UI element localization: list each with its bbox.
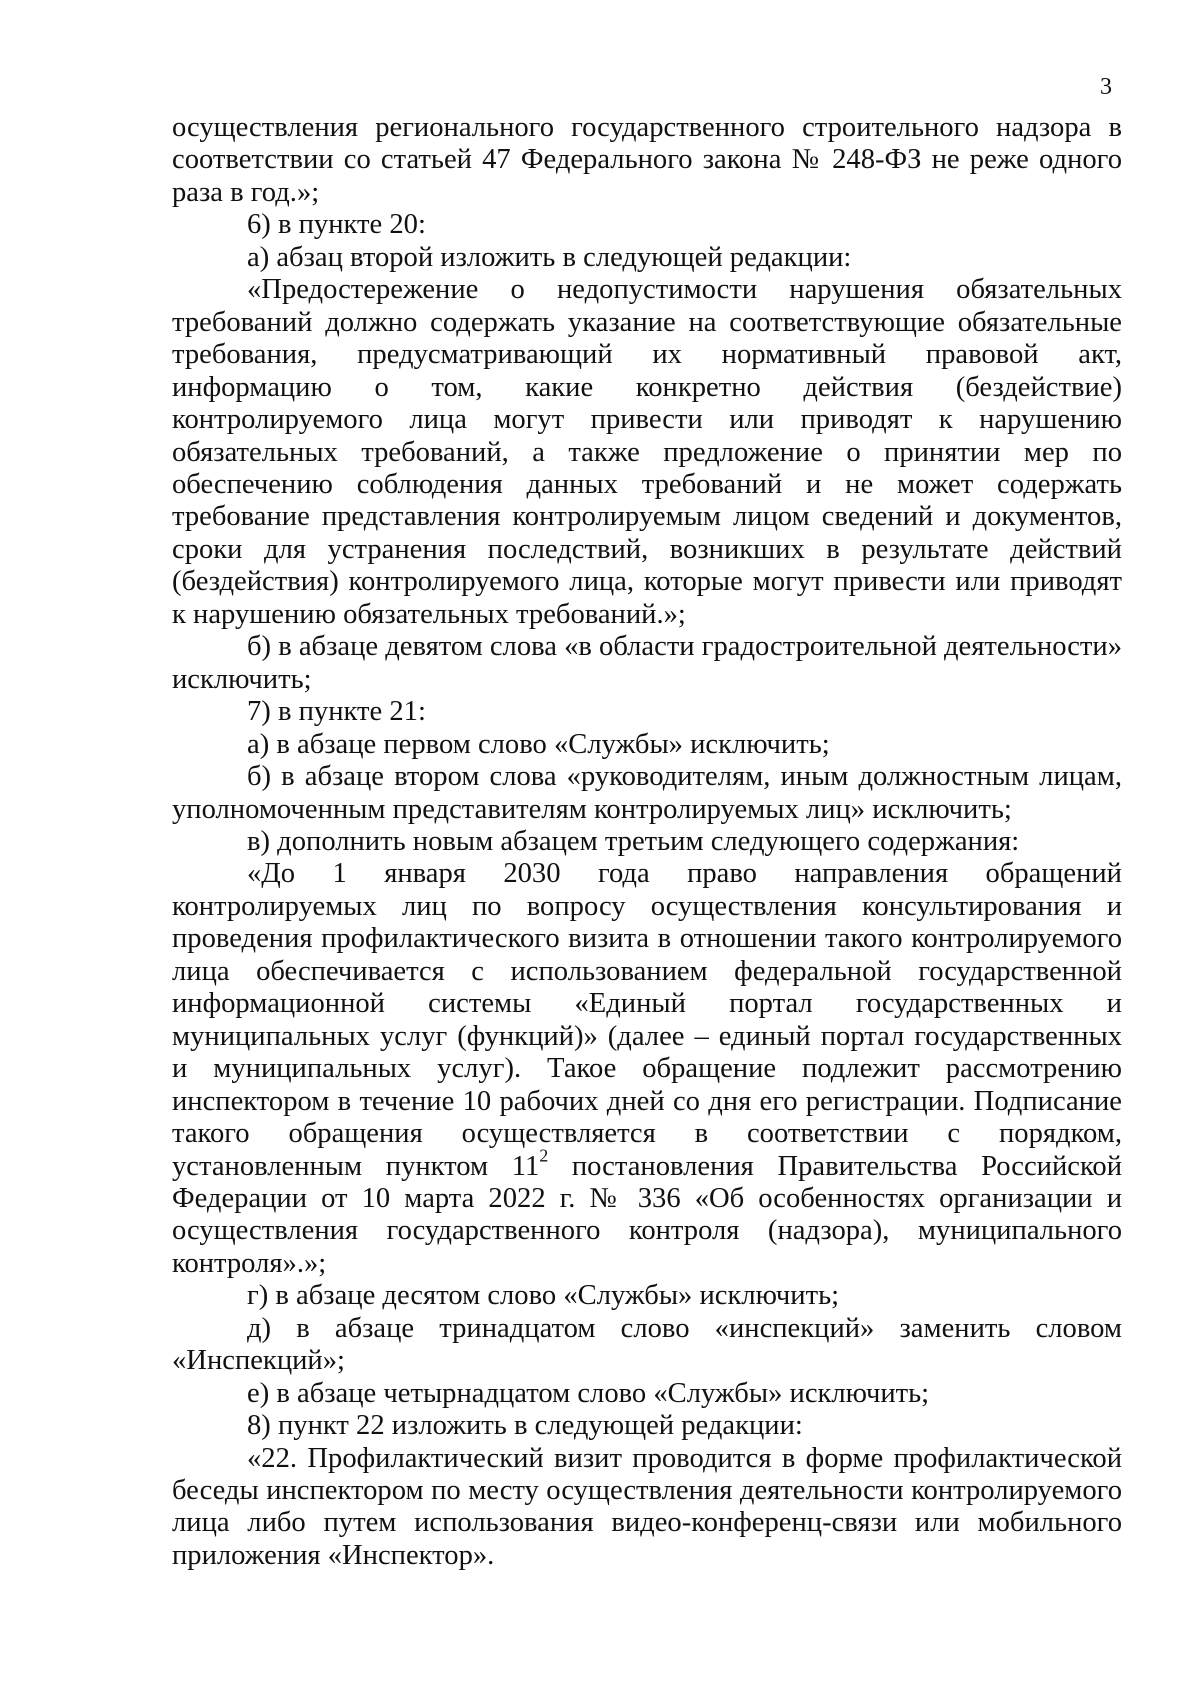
paragraph-item-7b: б) в абзаце втором слова «руководителям, иным должностным лицам, уполномоченным представителям контролируемых лиц» исключить;: [172, 761, 1122, 825]
paragraph-item-7v: в) дополнить новым абзацем третьим следующего содержания:: [247, 825, 1020, 857]
paragraph-item-7d: д) в абзаце тринадцатом слово «инспекций» заменить словом «Инспекций»;: [172, 1312, 1122, 1377]
paragraph-item-8: 8) пункт 22 изложить в следующей редакции:: [247, 1410, 803, 1442]
paragraph-text-after-sup: постановления Правительства Российской Федерации от 10 марта 2022 г. № 336 «Об особенностях организации и осуществления государственного контроля (надзора), муниципального контроля».»;: [172, 1150, 1122, 1279]
paragraph-item-7: 7) в пункте 21:: [247, 696, 426, 728]
paragraph-new-third-abzac: [172, 858, 1122, 1280]
paragraph-item-7a: а) в абзаце первом слово «Службы» исключить;: [247, 728, 830, 760]
paragraph-item-22: «22. Профилактический визит проводится в форме профилактической беседы инспектором по месту осуществления деятельности контролируемого лица либо путем использования видео-конференц-связи или мобильного приложения «Инспектор».: [172, 1442, 1122, 1571]
paragraph-warning-text: «Предостережение о недопустимости нарушения обязательных требований должно содержать указание на соответствующие обязательные требования, предусматривающий их нормативный правовой акт, информацию о том, какие конкретно действия (бездействие) контролируемого лица могут привести или приводят к нарушению обязательных требований, а также предложение о принятии мер по обеспечению соблюдения данных требований и не может содержать требование представления контролируемым лицом сведений и документов, сроки для устранения последствий, возникших в результате действий (бездействия) контролируемого лица, которые могут привести или приводят к нарушению обязательных требований.»;: [172, 274, 1122, 630]
paragraph-item-6b: б) в абзаце девятом слова «в области градостроительной деятельности» исключить;: [172, 631, 1122, 695]
paragraph-item-7e: е) в абзаце четырнадцатом слово «Службы» исключить;: [247, 1377, 930, 1409]
document-body: [172, 112, 1122, 1572]
paragraph-text-before-sup: «До 1 января 2030 года право направления обращений контролируемых лиц по вопросу осуществления консультирования и проведения профилактического визита в отношении такого контролируемого лица обеспечивается с использованием федеральной государственной информационной системы «Единый портал государственных и муниципальных услуг (функций)» (далее – единый портал государственных и муниципальных услуг). Такое обращение подлежит рассмотрению инспектором в течение 10 рабочих дней со дня его регистрации. Подписание такого обращения осуществляется в соответствии с порядком, установленным пунктом 11: [172, 858, 1122, 1182]
paragraph-item-6a: а) абзац второй изложить в следующей редакции:: [247, 241, 852, 273]
page-number: 3: [1100, 74, 1112, 100]
paragraph-1: осуществления регионального государственного строительного надзора в соответствии со статьей 47 Федерального закона № 248-ФЗ не реже одного раза в год.»;: [172, 112, 1122, 208]
superscript-number: 2: [539, 1145, 549, 1166]
paragraph-item-6: 6) в пункте 20:: [247, 209, 426, 241]
paragraph-item-7g: г) в абзаце десятом слово «Службы» исключить;: [247, 1280, 840, 1312]
